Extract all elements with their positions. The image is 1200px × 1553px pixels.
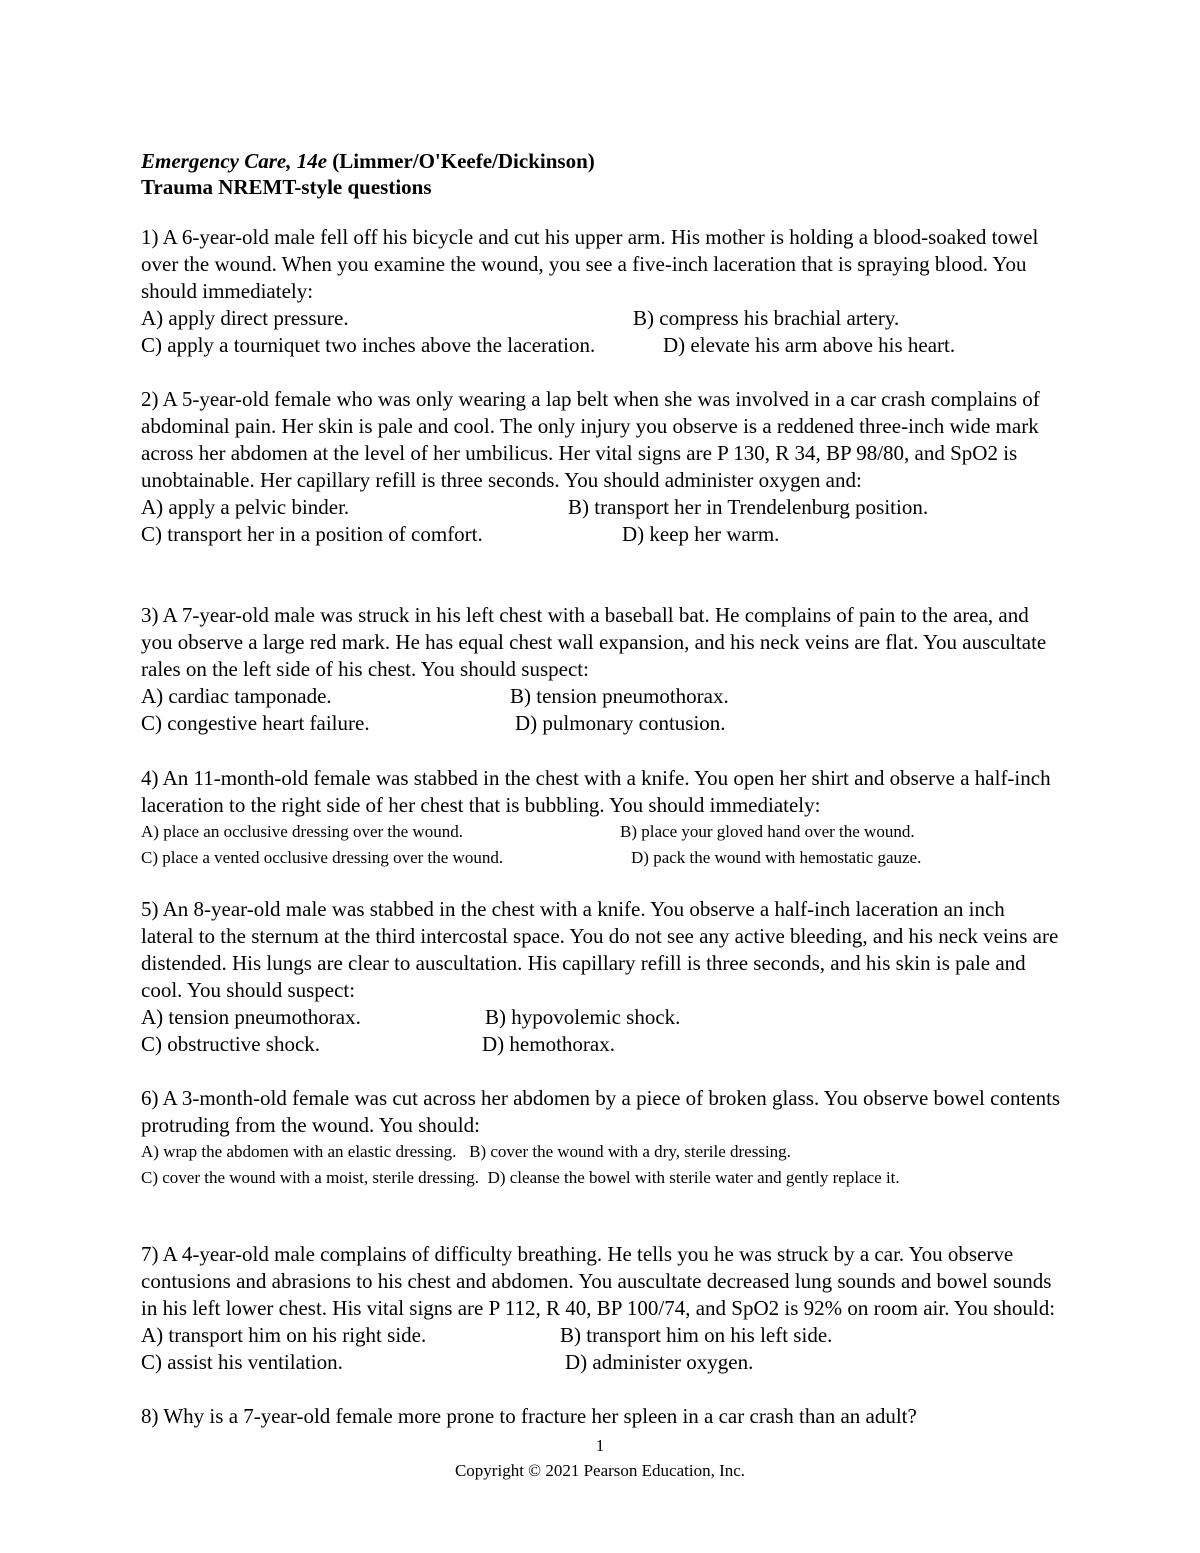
question-stem: 7) A 4-year-old male complains of difficulty breathing. He tells you he was struck by a car. You observe contusions and abrasions to his chest and abdomen. You auscultate decreased lung sounds and bowel sounds in his left lower chest. His vital signs are P 112, R 40, BP 100/74, and SpO2 is 92% on room air. You should: xyxy=(141,1242,1056,1320)
question-7 xyxy=(141,1241,1061,1376)
option-d: D) cleanse the bowel with sterile water and gently replace it. xyxy=(487,1167,900,1187)
question-options xyxy=(141,305,1061,359)
option-c: C) assist his ventilation. xyxy=(141,1350,343,1374)
option-b: B) transport him on his left side. xyxy=(560,1323,833,1347)
option-a: A) tension pneumothorax. xyxy=(141,1005,361,1029)
question-5 xyxy=(141,896,1061,1058)
document-title xyxy=(141,147,595,175)
question-stem: 3) A 7-year-old male was struck in his left chest with a baseball bat. He complains of pain to the area, and you observe a large red mark. He has equal chest wall expansion, and his neck veins are flat. You auscultate rales on the left side of his chest. You should suspect: xyxy=(141,603,1047,681)
question-stem: 5) An 8-year-old male was stabbed in the chest with a knife. You observe a half-inch laceration an inch lateral to the sternum at the third intercostal space. You do not see any active bleeding, and his neck veins are distended. His lungs are clear to auscultation. His capillary refill is three seconds, and his skin is pale and cool. You should suspect: xyxy=(141,897,1059,1002)
option-b: B) compress his brachial artery. xyxy=(633,306,900,330)
question-6 xyxy=(141,1085,1061,1190)
question-8 xyxy=(141,1403,1061,1430)
book-title: Emergency Care, 14e xyxy=(141,149,328,173)
question-options xyxy=(141,819,1061,870)
question-options xyxy=(141,1322,1061,1376)
option-a: A) apply a pelvic binder. xyxy=(141,495,350,519)
option-c: C) apply a tourniquet two inches above the laceration. xyxy=(141,333,596,357)
question-options xyxy=(141,683,1061,737)
question-options xyxy=(141,1139,1061,1190)
option-d: D) keep her warm. xyxy=(622,522,780,546)
option-d: D) hemothorax. xyxy=(482,1032,615,1056)
option-a: A) transport him on his right side. xyxy=(141,1323,427,1347)
question-stem: 4) An 11-month-old female was stabbed in the chest with a knife. You open her shirt and observe a half-inch laceration to the right side of her chest that is bubbling. You should immediately: xyxy=(141,766,1051,817)
option-d: D) elevate his arm above his heart. xyxy=(663,333,956,357)
option-a: A) cardiac tamponade. xyxy=(141,684,332,708)
option-b: B) transport her in Trendelenburg position. xyxy=(568,495,929,519)
question-options xyxy=(141,494,1061,548)
question-options xyxy=(141,1004,1061,1058)
copyright-notice: Copyright © 2021 Pearson Education, Inc. xyxy=(454,1461,746,1480)
option-c: C) congestive heart failure. xyxy=(141,711,370,735)
option-b: B) cover the wound with a dry, sterile dressing. xyxy=(469,1142,791,1161)
question-stem: 1) A 6-year-old male fell off his bicycle and cut his upper arm. His mother is holding a blood-soaked towel over the wound. When you examine the wound, you see a five-inch laceration that is spraying blood. You should immediately: xyxy=(141,225,1039,303)
option-c: C) place a vented occlusive dressing over the wound. xyxy=(141,847,504,867)
option-b: B) hypovolemic shock. xyxy=(485,1005,681,1029)
question-stem: 6) A 3-month-old female was cut across her abdomen by a piece of broken glass. You observe bowel contents protruding from the wound. You should: xyxy=(141,1086,1061,1137)
question-stem: 2) A 5-year-old female who was only wearing a lap belt when she was involved in a car crash complains of abdominal pain. Her skin is pale and cool. The only injury you observe is a reddened three-inch wide mark across her abdomen at the level of her umbilicus. Her vital signs are P 130, R 34, BP 98/80, and SpO2 is unobtainable. Her capillary refill is three seconds. You should administer oxygen and: xyxy=(141,387,1040,492)
question-3 xyxy=(141,602,1061,737)
document-subtitle: Trauma NREMT-style questions xyxy=(141,175,432,199)
options-row-1 xyxy=(141,1139,1061,1165)
book-authors: (Limmer/O'Keefe/Dickinson) xyxy=(332,149,595,173)
option-a: A) place an occlusive dressing over the wound. xyxy=(141,822,463,841)
option-c: C) transport her in a position of comfort. xyxy=(141,522,483,546)
option-a: A) apply direct pressure. xyxy=(141,306,349,330)
option-b: B) place your gloved hand over the wound. xyxy=(620,822,915,841)
options-row-2 xyxy=(141,1165,1041,1191)
option-d: D) pulmonary contusion. xyxy=(515,711,726,735)
question-stem: 8) Why is a 7-year-old female more prone to fracture her spleen in a car crash than an adult? xyxy=(141,1404,917,1428)
option-a: A) wrap the abdomen with an elastic dressing. xyxy=(141,1142,457,1161)
question-1 xyxy=(141,224,1061,359)
option-d: D) administer oxygen. xyxy=(565,1350,754,1374)
option-b: B) tension pneumothorax. xyxy=(510,684,729,708)
option-d: D) pack the wound with hemostatic gauze. xyxy=(631,847,922,867)
option-c: C) obstructive shock. xyxy=(141,1032,321,1056)
option-c: C) cover the wound with a moist, sterile dressing. xyxy=(141,1167,480,1187)
question-4 xyxy=(141,765,1061,870)
question-2 xyxy=(141,386,1061,548)
page-number: 1 xyxy=(595,1436,605,1455)
